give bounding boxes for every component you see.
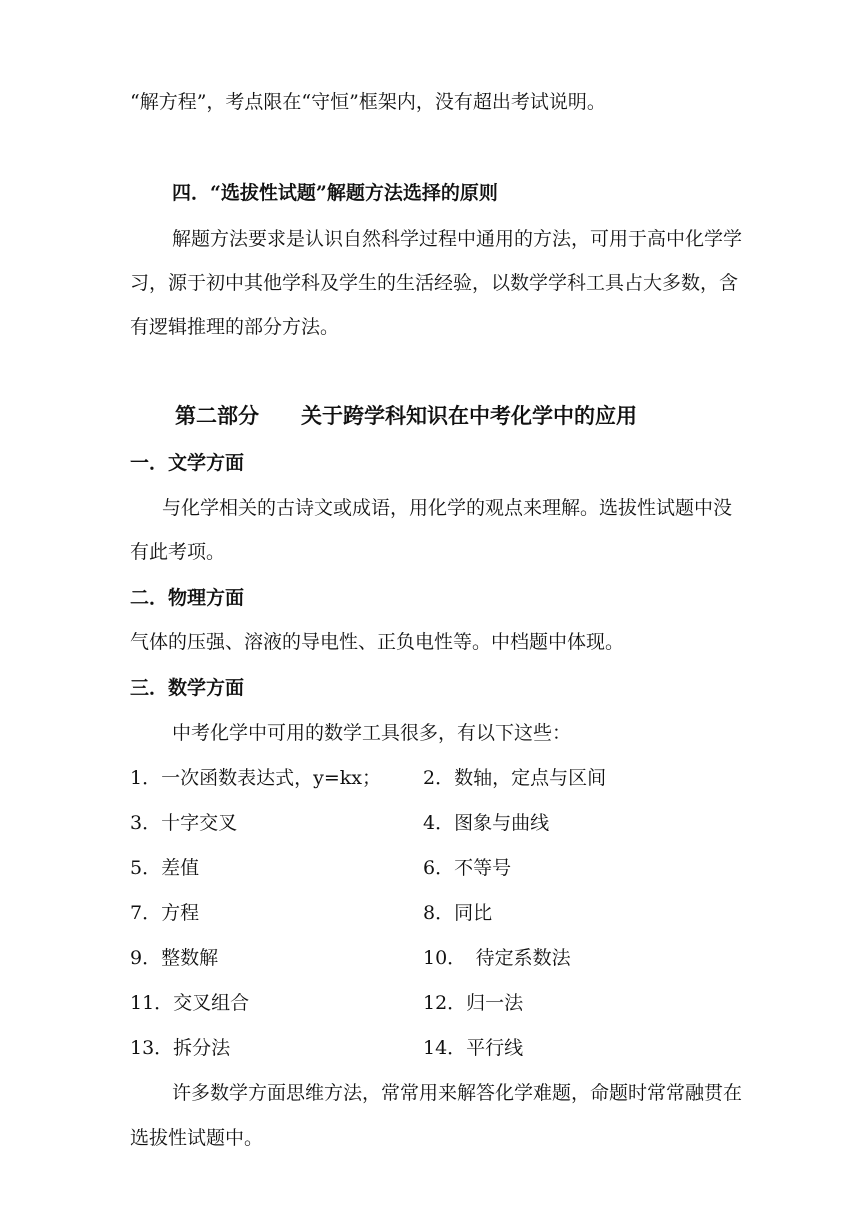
math-closing-line-2: 选拔性试题中。 <box>130 1127 264 1149</box>
math-tool-item: 1．一次函数表达式，y=kx； <box>130 767 381 789</box>
literature-heading: 一．文学方面 <box>130 452 245 474</box>
section-4-paragraph-line-3: 有逻辑推理的部分方法。 <box>130 316 340 338</box>
section-4-heading: 四．“选拔性试题”解题方法选择的原则 <box>172 182 498 204</box>
section-4-paragraph-line-2: 习，源于初中其他学科及学生的生活经验，以数学学科工具占大多数，含 <box>130 272 739 294</box>
physics-heading: 二．物理方面 <box>130 587 245 609</box>
literature-text-line-1: 与化学相关的古诗文或成语，用化学的观点来理解。选拔性试题中没 <box>162 497 733 519</box>
math-heading: 三．数学方面 <box>130 677 245 699</box>
math-tool-item: 4．图象与曲线 <box>423 812 550 834</box>
math-tool-item: 12．归一法 <box>423 992 524 1014</box>
math-tool-item: 5．差值 <box>130 857 200 879</box>
math-tool-item: 13．拆分法 <box>130 1037 231 1059</box>
math-tool-item: 3．十字交叉 <box>130 812 238 834</box>
math-closing-line-1: 许多数学方面思维方法，常常用来解答化学难题，命题时常常融贯在 <box>172 1082 743 1104</box>
physics-text: 气体的压强、溶液的导电性、正负电性等。中档题中体现。 <box>130 631 625 653</box>
math-tool-item: 2．数轴，定点与区间 <box>423 767 607 789</box>
part-2-title: 第二部分 关于跨学科知识在中考化学中的应用 <box>175 403 637 428</box>
math-tool-item: 14．平行线 <box>423 1037 524 1059</box>
section-4-paragraph-line-1: 解题方法要求是认识自然科学过程中通用的方法，可用于高中化学学 <box>172 228 743 250</box>
math-tool-item: 9．整数解 <box>130 947 219 969</box>
math-tool-item: 7．方程 <box>130 902 200 924</box>
math-tool-item: 6．不等号 <box>423 857 512 879</box>
intro-text: “解方程”，考点限在“守恒”框架内，没有超出考试说明。 <box>130 91 606 113</box>
math-tool-item: 10． 待定系数法 <box>423 947 571 969</box>
math-intro: 中考化学中可用的数学工具很多，有以下这些： <box>172 722 572 744</box>
math-tool-item: 8．同比 <box>423 902 493 924</box>
literature-text-line-2: 有此考项。 <box>130 541 226 563</box>
math-tool-item: 11．交叉组合 <box>130 992 250 1014</box>
